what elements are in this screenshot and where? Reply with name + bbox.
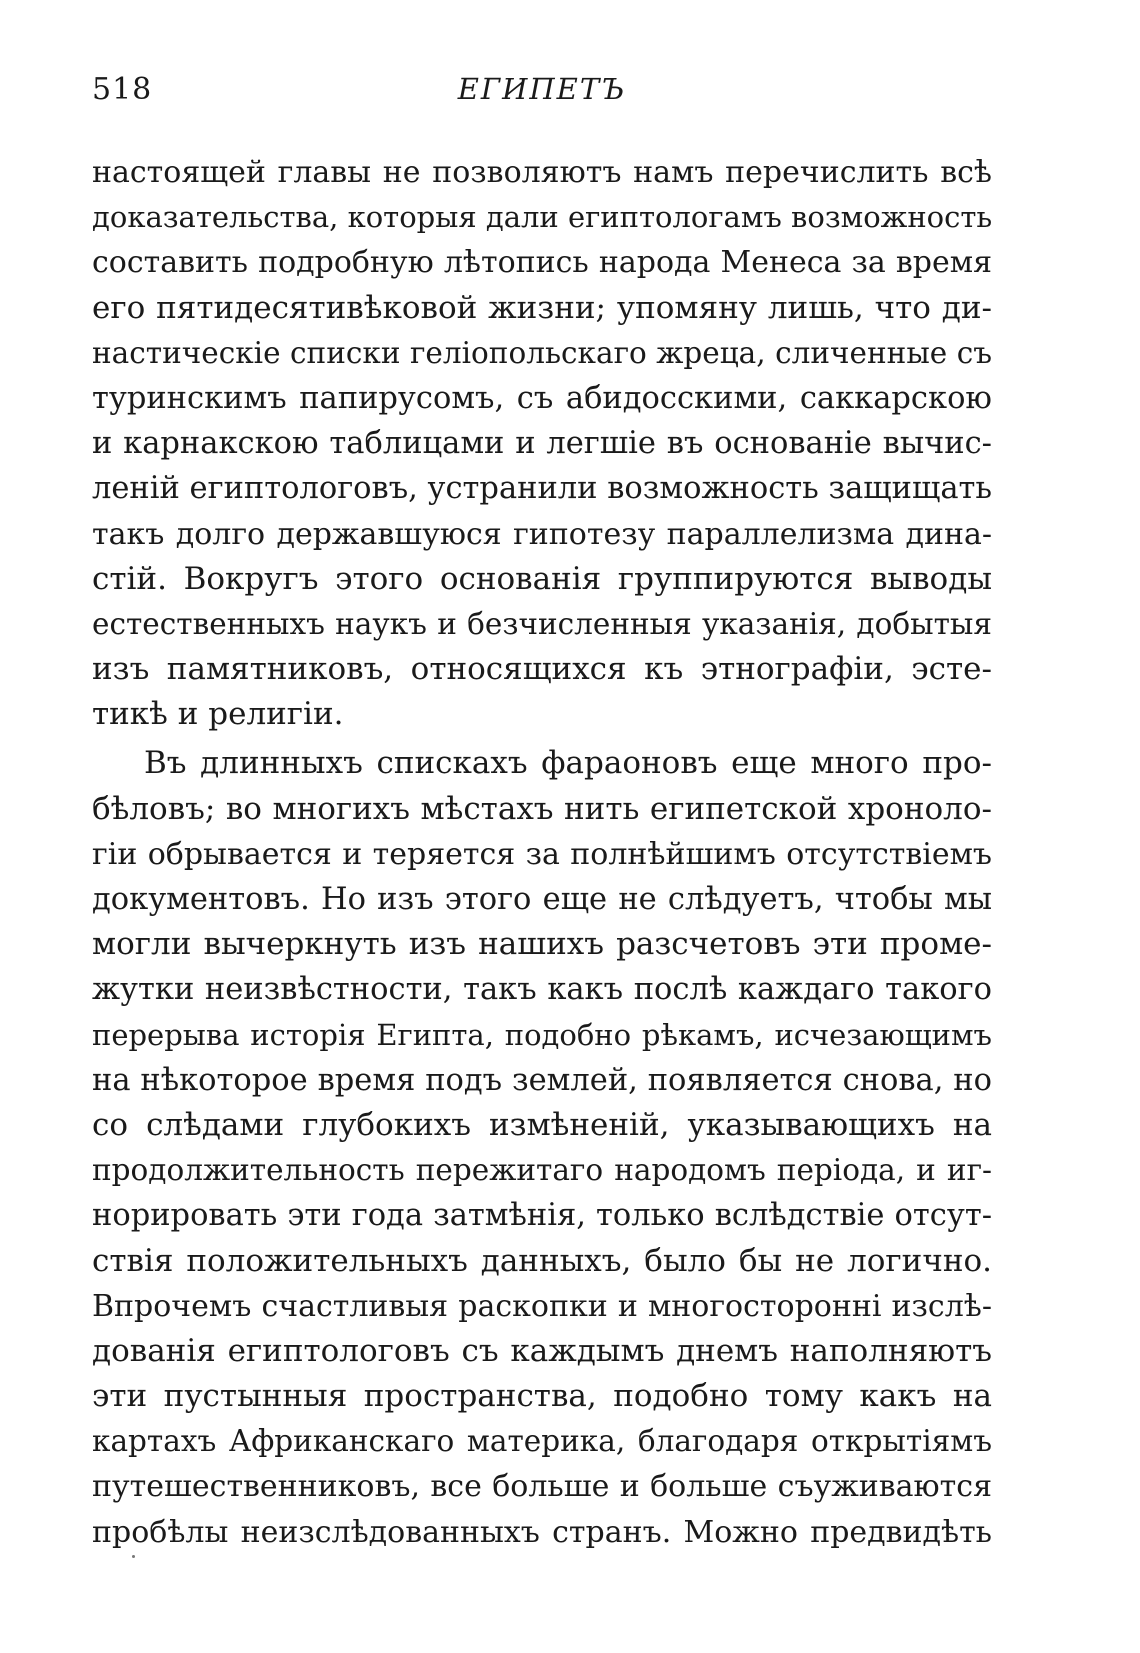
text-line: гіи обрывается и теряется за полнѣйшимъ отсутствіемъ — [92, 836, 992, 872]
text-line: дованія египтологовъ съ каждымъ днемъ наполняютъ — [92, 1332, 992, 1369]
text-line: его пятидесятивѣковой жизни; упомяну лишь, что ди- — [92, 289, 992, 326]
page-number: 518 — [92, 72, 153, 107]
running-title: ЕГИПЕТЪ — [457, 72, 627, 106]
text-line: путешественниковъ, все больше и больше съуживаются — [92, 1469, 992, 1505]
text-line: на нѣкоторое время подъ землей, появляется снова, но — [92, 1062, 992, 1098]
text-line: стій. Вокругъ этого основанія группируются выводы — [92, 560, 992, 597]
text-line: эти пустынныя пространства, подобно тому какъ на — [92, 1378, 992, 1415]
text-line: Въ длинныхъ спискахъ фараоновъ еще много про- — [144, 745, 992, 782]
text-line: естественныхъ наукъ и безчисленныя указанія, добытыя — [92, 606, 992, 641]
text-line: ствія положительныхъ данныхъ, было бы не логично. — [92, 1242, 992, 1279]
text-line: жутки неизвѣстности, такъ какъ послѣ каждаго такого — [92, 972, 992, 1008]
text-line: могли вычеркнуть изъ нашихъ разсчетовъ эти проме- — [92, 926, 992, 963]
text-line: тикѣ и религіи. — [92, 696, 344, 733]
text-line: леній египтологовъ, устранили возможность защищать — [92, 471, 992, 507]
text-line: бѣловъ; во многихъ мѣстахъ нить египетской хроноло- — [92, 790, 992, 827]
text-line: составить подробную лѣтопись народа Менеса за время — [92, 245, 992, 281]
text-line: доказательства, которыя дали египтологамъ возможность — [92, 200, 993, 235]
body-text — [92, 150, 992, 1555]
text-line: такъ долго державшуюся гипотезу параллелизма дина- — [92, 516, 992, 552]
text-line: продолжительность пережитаго народомъ періода, и иг- — [92, 1153, 992, 1188]
text-line: норировать эти года затмѣнія, только вслѣдствіе отсут- — [92, 1198, 992, 1234]
text-line: перерыва исторія Египта, подобно рѣкамъ, исчезающимъ — [92, 1017, 992, 1052]
text-line: со слѣдами глубокихъ измѣненій, указывающихъ на — [92, 1106, 992, 1143]
text-line: пробѣлы неизслѣдованныхъ странъ. Можно предвидѣть — [92, 1514, 992, 1550]
text-line: туринскимъ папирусомъ, съ абидосскими, саккарскою — [92, 380, 992, 416]
text-line: и карнакскою таблицами и легшіе въ основаніе вычис- — [92, 426, 992, 462]
paragraph — [92, 150, 992, 737]
text-line: Впрочемъ счастливыя раскопки и многосторонні изслѣ- — [92, 1288, 992, 1324]
text-line: настоящей главы не позволяютъ намъ перечислить всѣ — [92, 155, 992, 190]
text-line: настическіе списки геліопольскаго жреца, сличенные съ — [92, 335, 992, 370]
paragraph — [92, 741, 992, 1554]
print-speck — [132, 1555, 135, 1558]
text-line: картахъ Африканскаго материка, благодаря открытіямъ — [92, 1424, 992, 1459]
text-line: изъ памятниковъ, относящихся къ этнографіи, эсте- — [92, 651, 992, 688]
page-header — [92, 72, 992, 112]
text-line: документовъ. Но изъ этого еще не слѣдуетъ, чтобы мы — [92, 882, 992, 917]
